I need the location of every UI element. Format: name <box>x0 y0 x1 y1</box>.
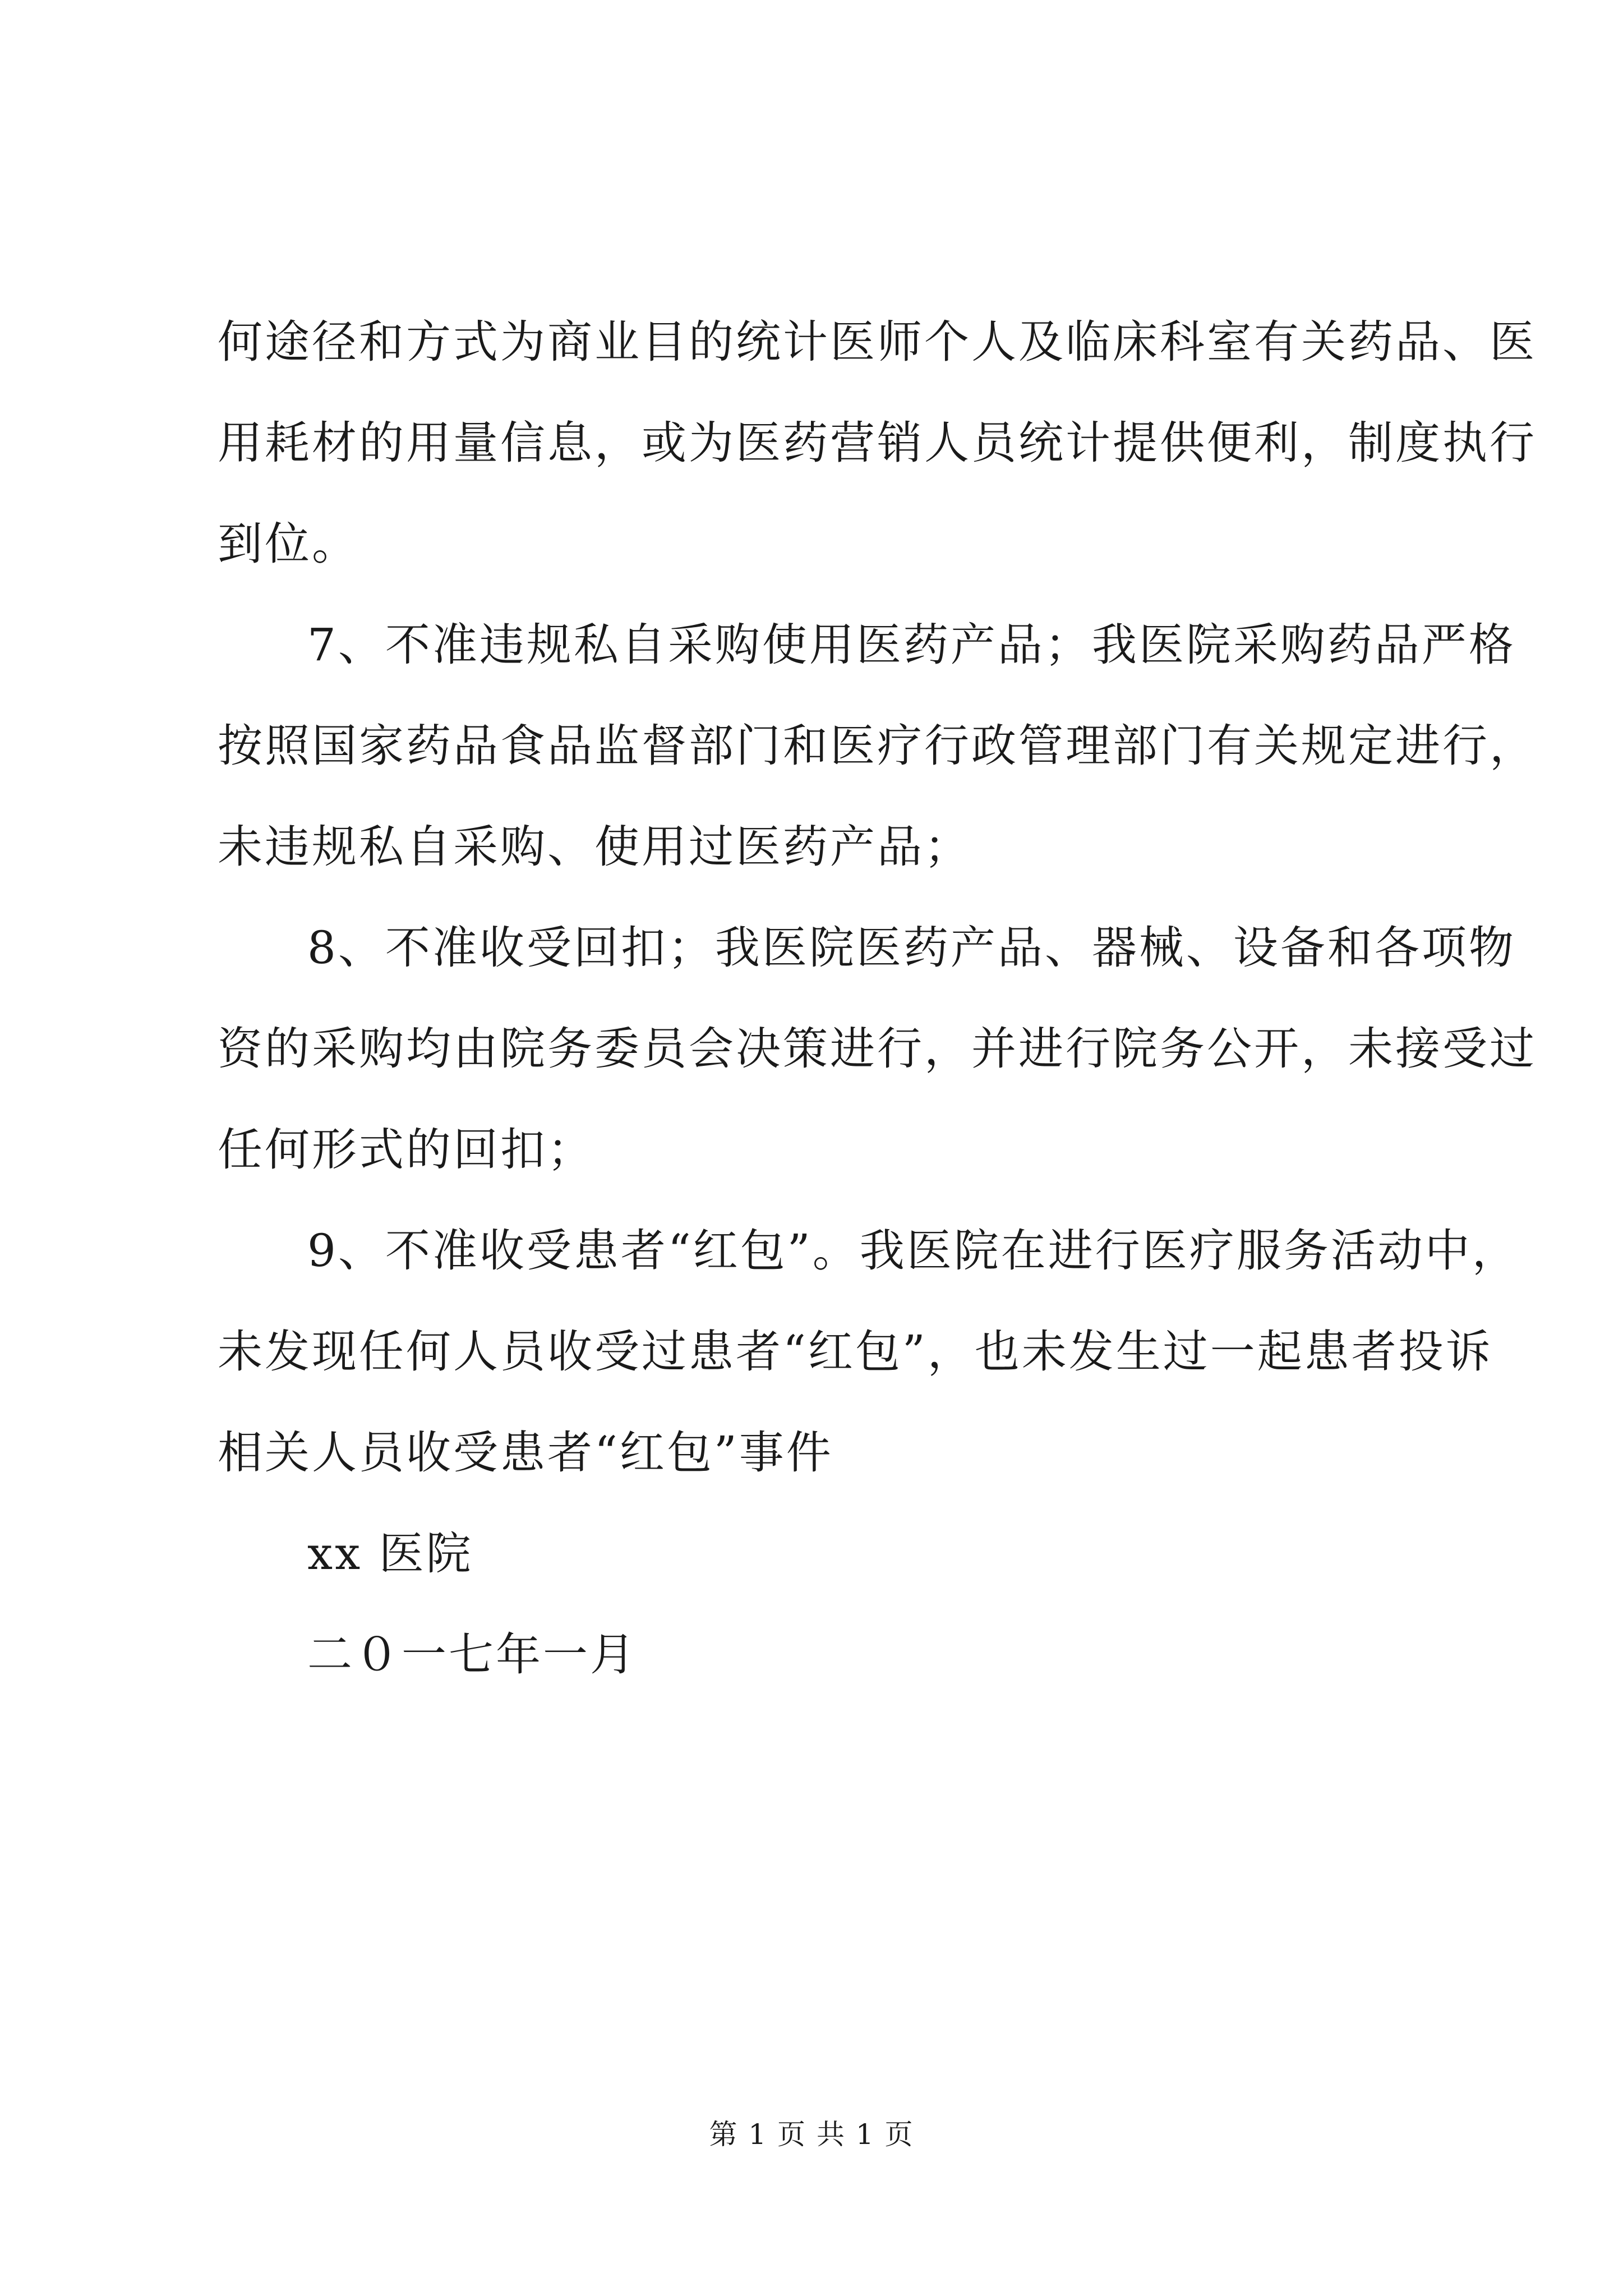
text-line: 未发现任何人员收受过患者“红包”，也未发生过一起患者投诉 <box>218 1326 1493 1378</box>
text-line: 资的采购均由院务委员会决策进行，并进行院务公开，未接受过 <box>218 1023 1537 1075</box>
text-line: 按照国家药品食品监督部门和医疗行政管理部门有关规定进行， <box>218 720 1537 772</box>
text-line: 到位。 <box>218 518 359 570</box>
text-line: 何途径和方式为商业目的统计医师个人及临床科室有关药品、医 <box>218 316 1537 368</box>
text-line: 相关人员收受患者“红包”事件 <box>218 1427 833 1479</box>
text-line: 未违规私自采购、使用过医药产品； <box>218 821 971 873</box>
item-7-first-line: 7、不准违规私自采购使用医药产品；我医院采购药品严格 <box>307 619 1516 671</box>
signature-date: 二０一七年一月 <box>307 1628 637 1681</box>
page-footer: 第 1 页 共 1 页 <box>709 2118 914 2151</box>
document-body <box>218 292 1537 1705</box>
text-line: 用耗材的用量信息，或为医药营销人员统计提供便利，制度执行 <box>218 417 1537 469</box>
item-9-first-line: 9、不准收受患者“红包”。我医院在进行医疗服务活动中， <box>307 1225 1519 1277</box>
item-8-first-line: 8、不准收受回扣；我医院医药产品、器械、设备和各项物 <box>307 922 1516 974</box>
signature-organization: xx 医院 <box>307 1527 473 1580</box>
text-line: 任何形式的回扣； <box>218 1124 594 1176</box>
